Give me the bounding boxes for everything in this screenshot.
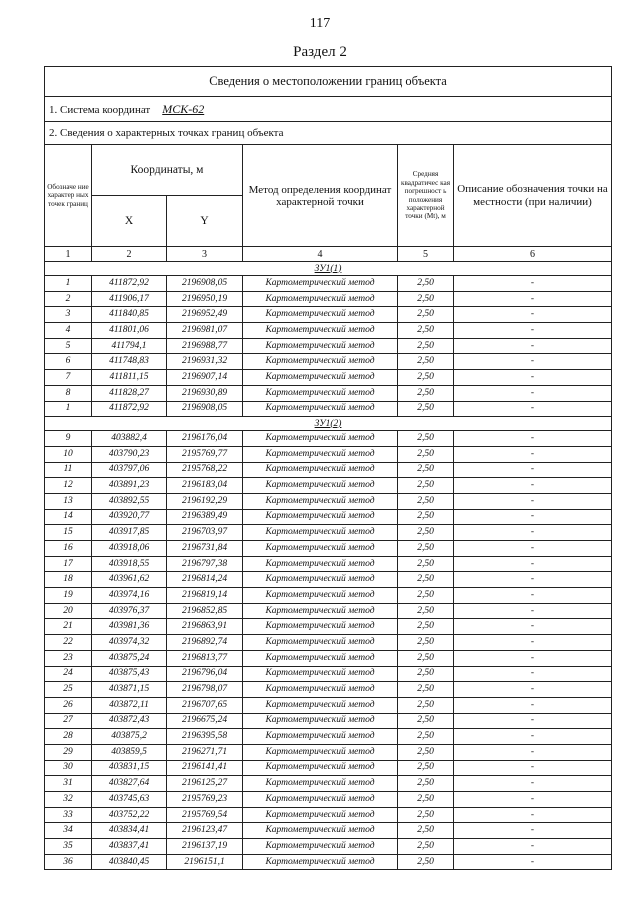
group-name: ЗУ1(1) [45, 262, 612, 276]
x-coordinate: 403961,62 [92, 572, 167, 588]
table-row [45, 666, 612, 682]
point-number: 28 [45, 729, 92, 745]
y-coordinate: 2196852,85 [167, 603, 243, 619]
description-cell: - [454, 401, 612, 417]
x-coordinate: 403745,63 [92, 792, 167, 808]
table-row [45, 760, 612, 776]
x-coordinate: 403875,43 [92, 666, 167, 682]
header-point-designation: Обозначе ние характер ных точек границ [45, 145, 92, 247]
description-cell: - [454, 588, 612, 604]
accuracy-cell: 2,50 [398, 650, 454, 666]
table-row [45, 854, 612, 870]
accuracy-cell: 2,50 [398, 744, 454, 760]
y-coordinate: 2196183,04 [167, 478, 243, 494]
y-coordinate: 2196908,05 [167, 276, 243, 292]
x-coordinate: 411872,92 [92, 401, 167, 417]
method-cell: Картометрический метод [243, 431, 398, 447]
description-cell: - [454, 541, 612, 557]
description-cell: - [454, 760, 612, 776]
accuracy-cell: 2,50 [398, 509, 454, 525]
method-cell: Картометрический метод [243, 462, 398, 478]
table-row [45, 588, 612, 604]
y-coordinate: 2196981,07 [167, 323, 243, 339]
y-coordinate: 2196125,27 [167, 776, 243, 792]
method-cell: Картометрический метод [243, 541, 398, 557]
table-row [45, 619, 612, 635]
page-number: 117 [309, 16, 331, 31]
y-coordinate: 2196798,07 [167, 682, 243, 698]
description-cell: - [454, 697, 612, 713]
table-row [45, 807, 612, 823]
x-coordinate: 411794,1 [92, 338, 167, 354]
y-coordinate: 2196137,19 [167, 839, 243, 855]
y-coordinate: 2196796,04 [167, 666, 243, 682]
x-coordinate: 403981,36 [92, 619, 167, 635]
y-coordinate: 2196814,24 [167, 572, 243, 588]
x-coordinate: 403882,4 [92, 431, 167, 447]
accuracy-cell: 2,50 [398, 323, 454, 339]
point-number: 8 [45, 385, 92, 401]
description-cell: - [454, 729, 612, 745]
accuracy-cell: 2,50 [398, 619, 454, 635]
method-cell: Картометрический метод [243, 401, 398, 417]
x-coordinate: 403974,32 [92, 635, 167, 651]
y-coordinate: 2196271,71 [167, 744, 243, 760]
x-coordinate: 411840,85 [92, 307, 167, 323]
x-coordinate: 403920,77 [92, 509, 167, 525]
accuracy-cell: 2,50 [398, 792, 454, 808]
accuracy-cell: 2,50 [398, 807, 454, 823]
accuracy-cell: 2,50 [398, 603, 454, 619]
table-row [45, 276, 612, 292]
x-coordinate: 403752,22 [92, 807, 167, 823]
table-row [45, 729, 612, 745]
description-cell: - [454, 431, 612, 447]
column-numbers-row [45, 247, 612, 262]
point-number: 26 [45, 697, 92, 713]
coordinate-system-value: МСК-62 [162, 101, 205, 116]
y-coordinate: 2196395,58 [167, 729, 243, 745]
method-cell: Картометрический метод [243, 635, 398, 651]
point-number: 24 [45, 666, 92, 682]
method-cell: Картометрический метод [243, 291, 398, 307]
method-cell: Картометрический метод [243, 370, 398, 386]
y-coordinate: 2196930,89 [167, 385, 243, 401]
description-cell: - [454, 493, 612, 509]
x-coordinate: 403859,5 [92, 744, 167, 760]
accuracy-cell: 2,50 [398, 370, 454, 386]
group-header-row [45, 262, 612, 276]
method-cell: Картометрический метод [243, 588, 398, 604]
table-row [45, 446, 612, 462]
x-coordinate: 411748,83 [92, 354, 167, 370]
x-coordinate: 403827,64 [92, 776, 167, 792]
y-coordinate: 2196952,49 [167, 307, 243, 323]
y-coordinate: 2195769,54 [167, 807, 243, 823]
method-cell: Картометрический метод [243, 338, 398, 354]
accuracy-cell: 2,50 [398, 493, 454, 509]
point-number: 2 [45, 291, 92, 307]
y-coordinate: 2196731,84 [167, 541, 243, 557]
description-cell: - [454, 354, 612, 370]
y-coordinate: 2196950,19 [167, 291, 243, 307]
description-cell: - [454, 713, 612, 729]
point-number: 31 [45, 776, 92, 792]
group-header-row [45, 417, 612, 431]
x-coordinate: 403831,15 [92, 760, 167, 776]
accuracy-cell: 2,50 [398, 462, 454, 478]
point-number: 25 [45, 682, 92, 698]
table-row [45, 823, 612, 839]
point-number: 1 [45, 276, 92, 292]
y-coordinate: 2196863,91 [167, 619, 243, 635]
table-row [45, 291, 612, 307]
accuracy-cell: 2,50 [398, 729, 454, 745]
method-cell: Картометрический метод [243, 446, 398, 462]
header-accuracy: Средняя квадратичес кая погрешност ь положения характерной точки (Mt), м [398, 145, 454, 247]
y-coordinate: 2196192,29 [167, 493, 243, 509]
y-coordinate: 2196813,77 [167, 650, 243, 666]
point-number: 16 [45, 541, 92, 557]
accuracy-cell: 2,50 [398, 446, 454, 462]
description-cell: - [454, 682, 612, 698]
boundary-points-table [44, 66, 612, 870]
x-coordinate: 403875,2 [92, 729, 167, 745]
y-coordinate: 2196907,14 [167, 370, 243, 386]
table-row [45, 744, 612, 760]
method-cell: Картометрический метод [243, 713, 398, 729]
description-cell: - [454, 619, 612, 635]
accuracy-cell: 2,50 [398, 839, 454, 855]
description-cell: - [454, 635, 612, 651]
x-coordinate: 403917,85 [92, 525, 167, 541]
accuracy-cell: 2,50 [398, 291, 454, 307]
method-cell: Картометрический метод [243, 666, 398, 682]
coordinate-system-label: 1. Система координат [49, 103, 151, 116]
accuracy-cell: 2,50 [398, 525, 454, 541]
y-coordinate: 2196389,49 [167, 509, 243, 525]
description-cell: - [454, 839, 612, 855]
point-number: 11 [45, 462, 92, 478]
point-number: 17 [45, 556, 92, 572]
x-coordinate: 403872,43 [92, 713, 167, 729]
method-cell: Картометрический метод [243, 823, 398, 839]
point-number: 34 [45, 823, 92, 839]
table-row [45, 307, 612, 323]
point-number: 5 [45, 338, 92, 354]
description-cell: - [454, 338, 612, 354]
table-row [45, 338, 612, 354]
point-number: 35 [45, 839, 92, 855]
point-number: 30 [45, 760, 92, 776]
accuracy-cell: 2,50 [398, 760, 454, 776]
x-coordinate: 411811,15 [92, 370, 167, 386]
y-coordinate: 2196908,05 [167, 401, 243, 417]
point-number: 18 [45, 572, 92, 588]
y-coordinate: 2196123,47 [167, 823, 243, 839]
point-number: 33 [45, 807, 92, 823]
accuracy-cell: 2,50 [398, 541, 454, 557]
table-row [45, 713, 612, 729]
table-row [45, 462, 612, 478]
point-number: 1 [45, 401, 92, 417]
y-coordinate: 2196892,74 [167, 635, 243, 651]
point-number: 29 [45, 744, 92, 760]
y-coordinate: 2196675,24 [167, 713, 243, 729]
accuracy-cell: 2,50 [398, 401, 454, 417]
coordinate-system-row [45, 97, 612, 122]
point-number: 15 [45, 525, 92, 541]
accuracy-cell: 2,50 [398, 276, 454, 292]
method-cell: Картометрический метод [243, 697, 398, 713]
accuracy-cell: 2,50 [398, 354, 454, 370]
method-cell: Картометрический метод [243, 760, 398, 776]
x-coordinate: 411872,92 [92, 276, 167, 292]
x-coordinate: 403875,24 [92, 650, 167, 666]
point-number: 6 [45, 354, 92, 370]
description-cell: - [454, 370, 612, 386]
description-cell: - [454, 666, 612, 682]
point-number: 22 [45, 635, 92, 651]
table-row [45, 478, 612, 494]
table-row [45, 650, 612, 666]
description-cell: - [454, 792, 612, 808]
y-coordinate: 2196797,38 [167, 556, 243, 572]
table-row [45, 839, 612, 855]
table-row [45, 572, 612, 588]
point-number: 14 [45, 509, 92, 525]
description-cell: - [454, 462, 612, 478]
accuracy-cell: 2,50 [398, 338, 454, 354]
accuracy-cell: 2,50 [398, 307, 454, 323]
points-section-label: 2. Сведения о характерных точках границ объекта [45, 122, 612, 145]
point-number: 36 [45, 854, 92, 870]
method-cell: Картометрический метод [243, 478, 398, 494]
table-row [45, 385, 612, 401]
description-cell: - [454, 525, 612, 541]
method-cell: Картометрический метод [243, 776, 398, 792]
x-coordinate: 403891,23 [92, 478, 167, 494]
table-row [45, 323, 612, 339]
description-cell: - [454, 603, 612, 619]
method-cell: Картометрический метод [243, 807, 398, 823]
table-row [45, 354, 612, 370]
point-number: 19 [45, 588, 92, 604]
method-cell: Картометрический метод [243, 792, 398, 808]
column-number: 1 [45, 247, 92, 262]
table-row [45, 370, 612, 386]
x-coordinate: 403872,11 [92, 697, 167, 713]
header-y: Y [167, 196, 243, 247]
method-cell: Картометрический метод [243, 323, 398, 339]
table-title: Сведения о местоположении границ объекта [45, 67, 612, 97]
y-coordinate: 2196988,77 [167, 338, 243, 354]
accuracy-cell: 2,50 [398, 588, 454, 604]
method-cell: Картометрический метод [243, 307, 398, 323]
point-number: 27 [45, 713, 92, 729]
description-cell: - [454, 385, 612, 401]
method-cell: Картометрический метод [243, 682, 398, 698]
accuracy-cell: 2,50 [398, 431, 454, 447]
y-coordinate: 2196151,1 [167, 854, 243, 870]
y-coordinate: 2196931,32 [167, 354, 243, 370]
accuracy-cell: 2,50 [398, 635, 454, 651]
point-number: 12 [45, 478, 92, 494]
point-number: 20 [45, 603, 92, 619]
column-number: 2 [92, 247, 167, 262]
y-coordinate: 2195768,22 [167, 462, 243, 478]
column-number: 3 [167, 247, 243, 262]
description-cell: - [454, 509, 612, 525]
accuracy-cell: 2,50 [398, 776, 454, 792]
column-number: 6 [454, 247, 612, 262]
method-cell: Картометрический метод [243, 385, 398, 401]
x-coordinate: 403837,41 [92, 839, 167, 855]
accuracy-cell: 2,50 [398, 385, 454, 401]
method-cell: Картометрический метод [243, 839, 398, 855]
point-number: 9 [45, 431, 92, 447]
x-coordinate: 403974,16 [92, 588, 167, 604]
description-cell: - [454, 823, 612, 839]
point-number: 7 [45, 370, 92, 386]
header-description: Описание обозначения точки на местности (при наличии) [454, 145, 612, 247]
accuracy-cell: 2,50 [398, 556, 454, 572]
group-name: ЗУ1(2) [45, 417, 612, 431]
method-cell: Картометрический метод [243, 493, 398, 509]
method-cell: Картометрический метод [243, 525, 398, 541]
table-row [45, 509, 612, 525]
table-row [45, 603, 612, 619]
table-row [45, 792, 612, 808]
x-coordinate: 403918,06 [92, 541, 167, 557]
method-cell: Картометрический метод [243, 572, 398, 588]
accuracy-cell: 2,50 [398, 478, 454, 494]
description-cell: - [454, 744, 612, 760]
description-cell: - [454, 807, 612, 823]
accuracy-cell: 2,50 [398, 823, 454, 839]
point-number: 4 [45, 323, 92, 339]
method-cell: Картометрический метод [243, 619, 398, 635]
description-cell: - [454, 446, 612, 462]
method-cell: Картометрический метод [243, 354, 398, 370]
description-cell: - [454, 276, 612, 292]
table-row [45, 525, 612, 541]
point-number: 21 [45, 619, 92, 635]
table-row [45, 541, 612, 557]
point-number: 23 [45, 650, 92, 666]
description-cell: - [454, 572, 612, 588]
y-coordinate: 2196703,97 [167, 525, 243, 541]
method-cell: Картометрический метод [243, 556, 398, 572]
x-coordinate: 403834,41 [92, 823, 167, 839]
point-number: 3 [45, 307, 92, 323]
description-cell: - [454, 556, 612, 572]
y-coordinate: 2196141,41 [167, 760, 243, 776]
header-x: X [92, 196, 167, 247]
table-row [45, 635, 612, 651]
table-row [45, 682, 612, 698]
method-cell: Картометрический метод [243, 603, 398, 619]
method-cell: Картометрический метод [243, 729, 398, 745]
y-coordinate: 2195769,77 [167, 446, 243, 462]
section-title: Раздел 2 [293, 44, 347, 60]
y-coordinate: 2196819,14 [167, 588, 243, 604]
point-number: 13 [45, 493, 92, 509]
accuracy-cell: 2,50 [398, 854, 454, 870]
method-cell: Картометрический метод [243, 276, 398, 292]
table-row [45, 556, 612, 572]
accuracy-cell: 2,50 [398, 713, 454, 729]
header-method: Метод определения координат характерной точки [243, 145, 398, 247]
description-cell: - [454, 291, 612, 307]
x-coordinate: 411828,27 [92, 385, 167, 401]
table-row [45, 493, 612, 509]
x-coordinate: 403918,55 [92, 556, 167, 572]
x-coordinate: 403840,45 [92, 854, 167, 870]
column-number: 5 [398, 247, 454, 262]
column-number: 4 [243, 247, 398, 262]
description-cell: - [454, 307, 612, 323]
description-cell: - [454, 478, 612, 494]
point-number: 32 [45, 792, 92, 808]
description-cell: - [454, 323, 612, 339]
y-coordinate: 2196176,04 [167, 431, 243, 447]
x-coordinate: 411906,17 [92, 291, 167, 307]
table-row [45, 431, 612, 447]
x-coordinate: 403892,55 [92, 493, 167, 509]
table-row [45, 401, 612, 417]
y-coordinate: 2196707,65 [167, 697, 243, 713]
table-row [45, 776, 612, 792]
accuracy-cell: 2,50 [398, 666, 454, 682]
description-cell: - [454, 776, 612, 792]
x-coordinate: 403871,15 [92, 682, 167, 698]
description-cell: - [454, 650, 612, 666]
accuracy-cell: 2,50 [398, 682, 454, 698]
accuracy-cell: 2,50 [398, 572, 454, 588]
method-cell: Картометрический метод [243, 744, 398, 760]
method-cell: Картометрический метод [243, 650, 398, 666]
accuracy-cell: 2,50 [398, 697, 454, 713]
description-cell: - [454, 854, 612, 870]
method-cell: Картометрический метод [243, 854, 398, 870]
header-coordinates: Координаты, м [92, 145, 243, 196]
x-coordinate: 403976,37 [92, 603, 167, 619]
x-coordinate: 403790,23 [92, 446, 167, 462]
x-coordinate: 411801,06 [92, 323, 167, 339]
point-number: 10 [45, 446, 92, 462]
x-coordinate: 403797,06 [92, 462, 167, 478]
table-row [45, 697, 612, 713]
method-cell: Картометрический метод [243, 509, 398, 525]
y-coordinate: 2195769,23 [167, 792, 243, 808]
